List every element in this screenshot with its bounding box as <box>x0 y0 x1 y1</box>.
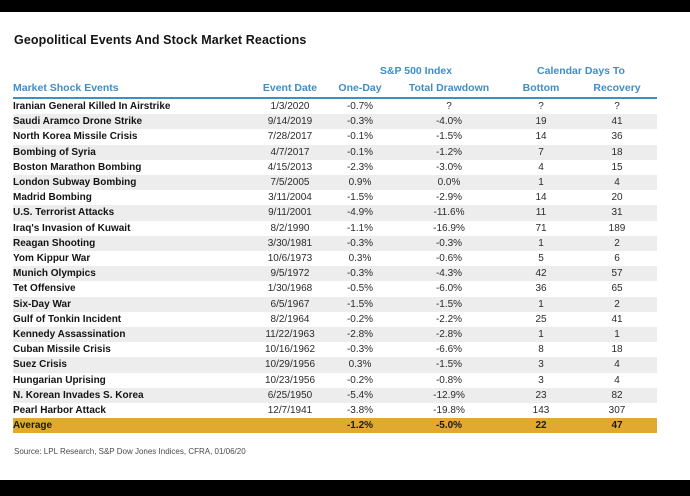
table-row <box>13 98 657 114</box>
recovery-cell: 4 <box>614 359 620 371</box>
bottom-cell: 1 <box>538 237 544 249</box>
table-row <box>13 175 657 190</box>
event-date-cell: 8/2/1990 <box>270 222 310 234</box>
table-row <box>13 251 657 266</box>
bottom-cell: 25 <box>535 313 547 325</box>
table-row <box>13 403 657 418</box>
recovery-cell: 41 <box>611 313 623 325</box>
total-drawdown-cell: 0.0% <box>437 177 461 189</box>
event-cell: Yom Kippur War <box>13 253 91 265</box>
recovery-cell: 47 <box>611 420 623 432</box>
event-date-cell: 3/30/1981 <box>267 237 313 249</box>
total-drawdown-cell: ? <box>446 101 452 112</box>
event-cell: North Korea Missile Crisis <box>13 131 138 143</box>
total-drawdown-cell: -0.8% <box>435 374 463 386</box>
event-cell: Tet Offensive <box>13 283 76 295</box>
column-header-one-day: One-Day <box>327 77 393 98</box>
event-cell: London Subway Bombing <box>13 177 137 189</box>
bottom-cell: 3 <box>538 359 544 371</box>
one-day-cell: -4.9% <box>346 207 374 219</box>
one-day-cell: -0.7% <box>346 101 374 112</box>
event-cell: Gulf of Tonkin Incident <box>13 313 122 325</box>
event-date-cell: 10/6/1973 <box>267 253 313 265</box>
recovery-cell: 41 <box>611 116 623 128</box>
one-day-cell: -2.8% <box>346 329 374 341</box>
event-cell: Iraq's Invasion of Kuwait <box>13 222 131 234</box>
total-drawdown-cell: -5.0% <box>435 420 463 432</box>
event-date-cell: 6/25/1950 <box>267 389 313 401</box>
event-cell: Six-Day War <box>13 298 71 310</box>
one-day-cell: 0.3% <box>348 253 372 265</box>
total-drawdown-cell: -4.0% <box>435 116 463 128</box>
total-drawdown-cell: -2.2% <box>435 313 463 325</box>
recovery-cell: 82 <box>611 389 623 401</box>
one-day-cell: -0.3% <box>346 268 374 280</box>
one-day-cell: -1.2% <box>346 420 374 432</box>
bottom-cell: 1 <box>538 177 544 189</box>
recovery-cell: 6 <box>614 253 620 265</box>
bottom-cell: 71 <box>535 222 547 234</box>
event-date-cell: 7/5/2005 <box>270 177 310 189</box>
bottom-cell: 14 <box>535 192 547 204</box>
recovery-cell: 307 <box>608 405 626 417</box>
group-header-row <box>13 62 657 77</box>
group-header-sp500: S&P 500 Index <box>379 65 453 77</box>
total-drawdown-cell: -2.9% <box>435 192 463 204</box>
recovery-cell: 2 <box>614 237 620 249</box>
event-date-cell: 1/3/2020 <box>270 101 310 112</box>
event-cell: N. Korean Invades S. Korea <box>13 389 144 401</box>
total-drawdown-cell: -3.0% <box>435 161 463 173</box>
bottom-cell: 4 <box>538 161 544 173</box>
table-row <box>13 357 657 372</box>
bottom-cell: 7 <box>538 146 544 158</box>
one-day-cell: -0.5% <box>346 283 374 295</box>
event-cell: Cuban Missile Crisis <box>13 344 111 356</box>
column-header-market-shock-events: Market Shock Events <box>13 77 253 98</box>
group-header-calendar-days: Calendar Days To <box>537 65 625 77</box>
table-row <box>13 145 657 160</box>
recovery-cell: 18 <box>611 146 623 158</box>
total-drawdown-cell: -0.6% <box>435 253 463 265</box>
event-date-cell: 9/5/1972 <box>270 268 310 280</box>
event-date-cell: 10/23/1956 <box>264 374 316 386</box>
column-header-row <box>13 77 657 98</box>
column-header-total-drawdown: Total Drawdown <box>393 77 505 98</box>
event-date-cell: 12/7/1941 <box>267 405 313 417</box>
total-drawdown-cell: -11.6% <box>433 207 465 219</box>
bottom-cell: 36 <box>535 283 547 295</box>
event-cell: Bombing of Syria <box>13 146 96 158</box>
recovery-cell: 2 <box>614 298 620 310</box>
bottom-cell: 14 <box>535 131 547 143</box>
event-cell: Saudi Aramco Drone Strike <box>13 116 143 128</box>
total-drawdown-cell: -2.8% <box>435 329 463 341</box>
total-drawdown-cell: -1.2% <box>435 146 463 158</box>
table-row <box>13 266 657 281</box>
bottom-cell: 42 <box>535 268 547 280</box>
one-day-cell: -1.5% <box>346 192 374 204</box>
group-header-spacer <box>13 62 327 77</box>
event-cell: Iranian General Killed In Airstrike <box>13 101 171 112</box>
total-drawdown-cell: -6.6% <box>435 344 463 356</box>
table-row <box>13 221 657 236</box>
table-row <box>13 129 657 144</box>
event-cell: Hungarian Uprising <box>13 374 106 386</box>
event-date-cell: 1/30/1968 <box>267 283 313 295</box>
table-row <box>13 327 657 342</box>
one-day-cell: -2.3% <box>346 161 374 173</box>
one-day-cell: -1.5% <box>346 298 374 310</box>
event-date-cell: 10/29/1956 <box>264 359 316 371</box>
event-cell: Madrid Bombing <box>13 192 92 204</box>
recovery-cell: 1 <box>614 329 620 341</box>
recovery-cell: 4 <box>614 374 620 386</box>
market-shock-table <box>13 62 657 433</box>
one-day-cell: -5.4% <box>346 389 374 401</box>
event-date-cell: 10/16/1962 <box>264 344 316 356</box>
average-row <box>13 418 657 433</box>
recovery-cell: 57 <box>611 268 623 280</box>
total-drawdown-cell: -6.0% <box>435 283 463 295</box>
event-cell: Pearl Harbor Attack <box>13 405 106 417</box>
event-cell: Average <box>13 420 53 432</box>
event-date-cell: 6/5/1967 <box>270 298 310 310</box>
table-row <box>13 297 657 312</box>
total-drawdown-cell: -4.3% <box>435 268 463 280</box>
event-date-cell: 3/11/2004 <box>268 192 312 204</box>
table-row <box>13 190 657 205</box>
source-attribution: Source: LPL Research, S&P Dow Jones Indices, CFRA, 01/06/20 <box>14 447 246 456</box>
one-day-cell: -3.8% <box>346 405 374 417</box>
bottom-cell: 143 <box>532 405 550 417</box>
bottom-cell: 3 <box>538 374 544 386</box>
one-day-cell: -0.2% <box>346 374 374 386</box>
bottom-cell: 11 <box>535 207 547 219</box>
table-row <box>13 114 657 129</box>
table-row <box>13 160 657 175</box>
bottom-cell: ? <box>538 101 544 112</box>
recovery-cell: 20 <box>611 192 623 204</box>
table-row <box>13 205 657 220</box>
table-row <box>13 342 657 357</box>
total-drawdown-cell: -16.9% <box>433 222 465 234</box>
bottom-cell: 8 <box>538 344 544 356</box>
recovery-cell: 189 <box>608 222 626 234</box>
slide-background <box>0 12 690 480</box>
bottom-cell: 22 <box>535 420 547 432</box>
one-day-cell: 0.3% <box>348 359 372 371</box>
table-row <box>13 281 657 296</box>
one-day-cell: -0.1% <box>346 146 374 158</box>
recovery-cell: 36 <box>611 131 623 143</box>
event-date-cell: 9/14/2019 <box>267 116 313 128</box>
event-cell: Suez Crisis <box>13 359 67 371</box>
one-day-cell: -0.1% <box>346 131 374 143</box>
recovery-cell: 65 <box>611 283 623 295</box>
bottom-cell: 19 <box>535 116 547 128</box>
event-date-cell: 4/7/2017 <box>270 146 310 158</box>
bottom-cell: 1 <box>538 298 544 310</box>
table-row <box>13 388 657 403</box>
event-cell: Munich Olympics <box>13 268 96 280</box>
recovery-cell: 31 <box>611 207 623 219</box>
table-row <box>13 236 657 251</box>
total-drawdown-cell: -12.9% <box>433 389 465 401</box>
one-day-cell: -0.2% <box>346 313 374 325</box>
event-cell: Boston Marathon Bombing <box>13 161 142 173</box>
table-body <box>13 98 657 433</box>
event-cell: Kennedy Assassination <box>13 329 126 341</box>
column-header-recovery: Recovery <box>577 77 657 98</box>
recovery-cell: 4 <box>614 177 620 189</box>
event-date-cell: 7/28/2017 <box>267 131 313 143</box>
bottom-cell: 5 <box>538 253 544 265</box>
page-title: Geopolitical Events And Stock Market Reactions <box>14 33 307 47</box>
one-day-cell: -0.3% <box>346 116 374 128</box>
column-header-bottom: Bottom <box>505 77 577 98</box>
total-drawdown-cell: -1.5% <box>435 298 463 310</box>
recovery-cell: 18 <box>611 344 623 356</box>
total-drawdown-cell: -1.5% <box>435 131 463 143</box>
one-day-cell: 0.9% <box>348 177 372 189</box>
event-cell: U.S. Terrorist Attacks <box>13 207 115 219</box>
total-drawdown-cell: -0.3% <box>435 237 463 249</box>
event-date-cell: 8/2/1964 <box>270 313 310 325</box>
total-drawdown-cell: -19.8% <box>433 405 465 417</box>
bottom-cell: 1 <box>538 329 544 341</box>
one-day-cell: -1.1% <box>346 222 374 234</box>
recovery-cell: ? <box>614 101 620 112</box>
total-drawdown-cell: -1.5% <box>435 359 463 371</box>
one-day-cell: -0.3% <box>346 344 374 356</box>
event-cell: Reagan Shooting <box>13 237 96 249</box>
event-date-cell <box>253 418 327 433</box>
market-shock-table-container <box>13 62 657 433</box>
event-date-cell: 11/22/1963 <box>265 329 315 341</box>
one-day-cell: -0.3% <box>346 237 374 249</box>
table-row <box>13 373 657 388</box>
event-date-cell: 4/15/2013 <box>267 161 313 173</box>
recovery-cell: 15 <box>611 161 623 173</box>
column-header-event-date: Event Date <box>253 77 327 98</box>
table-row <box>13 312 657 327</box>
bottom-cell: 23 <box>535 389 547 401</box>
event-date-cell: 9/11/2001 <box>268 207 312 219</box>
